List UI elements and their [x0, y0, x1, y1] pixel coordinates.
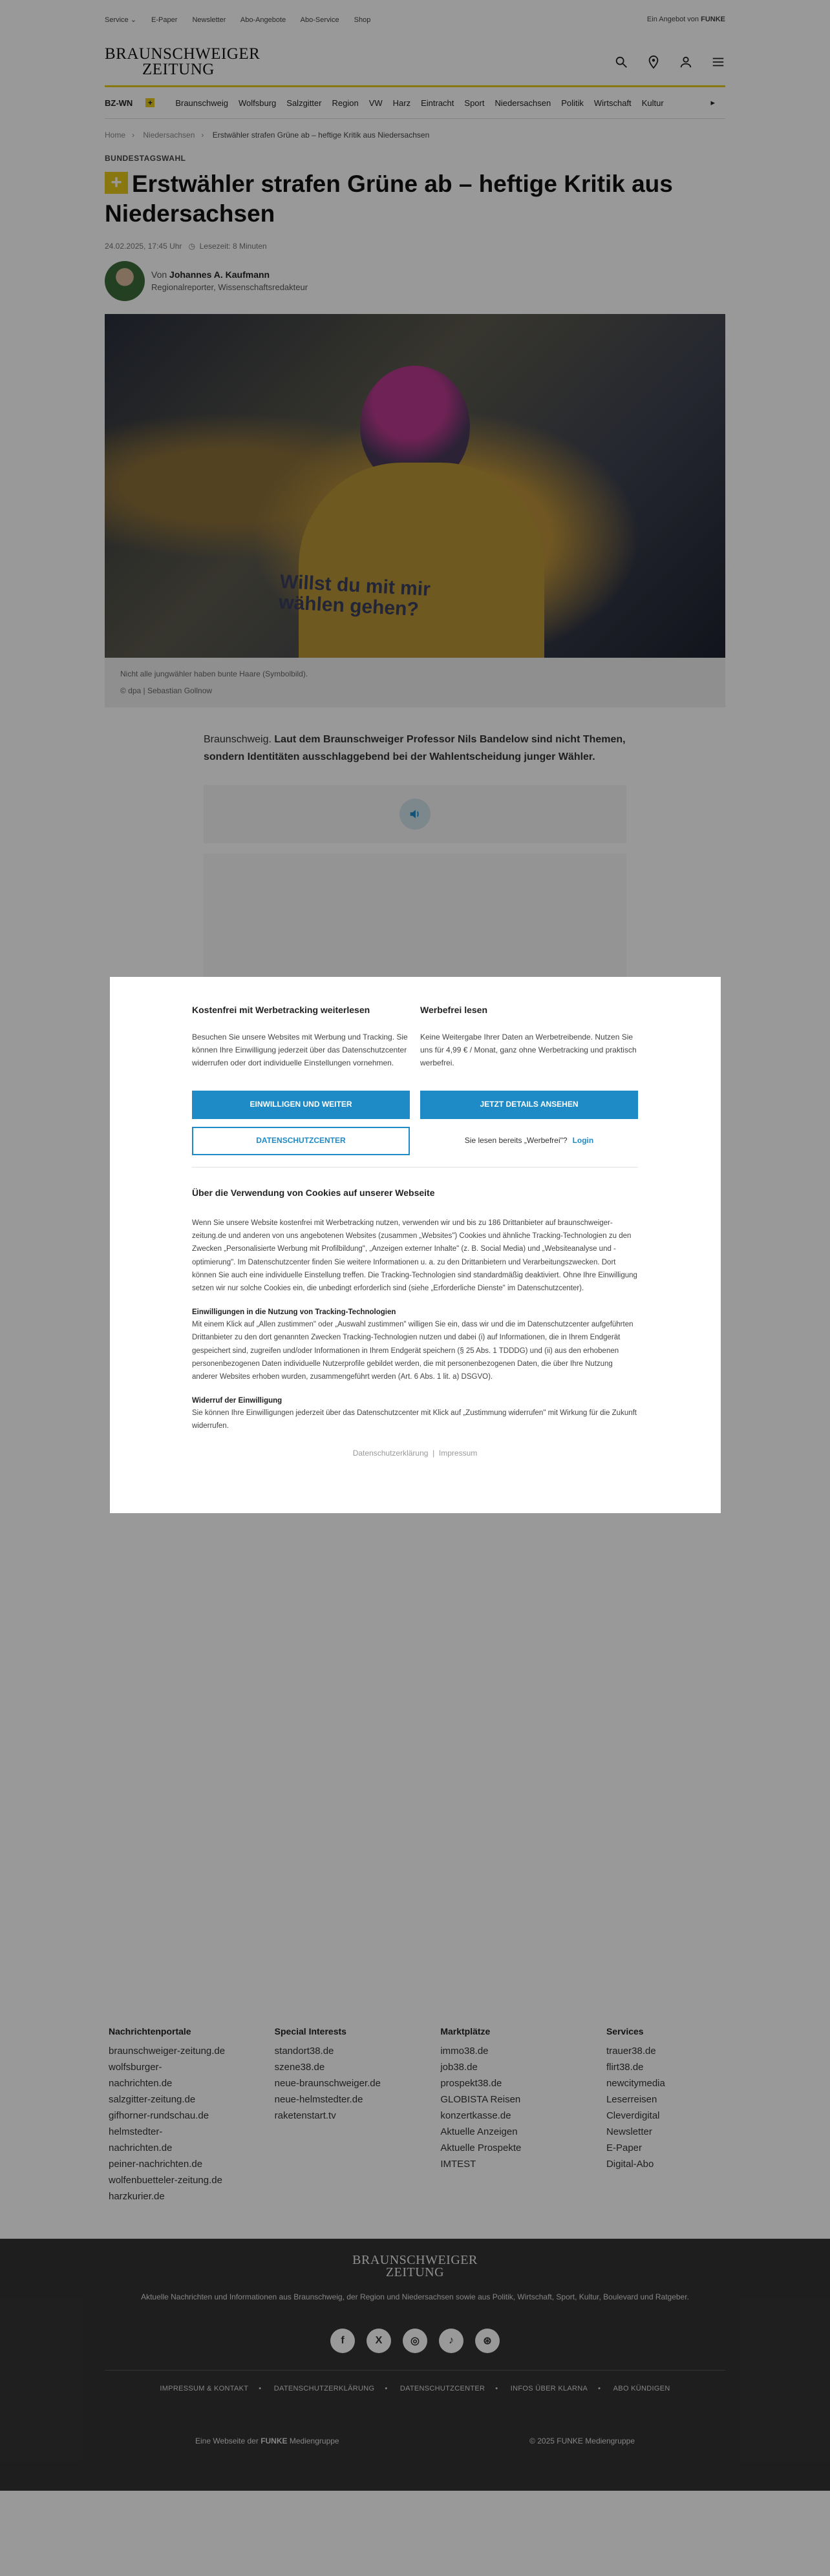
consent-options [192, 1003, 638, 1070]
cookie-paragraph-1: Wenn Sie unsere Website kostenfrei mit Werbetracking nutzen, verwenden wir und bis zu 186 Drittanbieter auf braunschweiger-zeitung.de und anderen von uns angebotenen Websites (zusammen „Websites") Cookies und ähnliche Tracking-Technologien zu den Zwecken „Personalisierte Werbung mit Profilbildung", „Anzeigen externer Inhalte" (z. B. Social Media) und „Websiteanalyse und -optimierung". Im Datenschutzcenter finden Sie weitere Informationen u. a. zu den Drittanbietern und Verarbeitungszwecken. Dort können Sie auch eine individuelle Einstellung treffen. Die Tracking-Technologien sind standardmäßig deaktiviert. Ohne Ihre Einwilligung setzen wir nur solche Cookies ein, die unbedingt erforderlich sind (siehe „Erforderliche Dienste" im Datenschutzcenter). [192, 1219, 637, 1292]
consent-free-option [192, 1003, 410, 1070]
footer-link[interactable]: neue-braunschweiger.de [274, 2078, 381, 2089]
consent-right-title: Werbefrei lesen [420, 1005, 488, 1015]
rss-icon[interactable]: ⊛ [475, 2329, 500, 2353]
footer-link[interactable]: braunschweiger-zeitung.de [109, 2046, 226, 2057]
newsletter-link[interactable]: Newsletter [192, 16, 226, 24]
footer-link[interactable]: newcitymedia [606, 2078, 665, 2089]
legal-dot: • [598, 2385, 601, 2393]
nav-next-arrow-icon[interactable]: ▸ [710, 98, 715, 107]
footer-link[interactable]: konzertkasse.de [440, 2110, 511, 2121]
footer-link[interactable]: GLOBISTA Reisen [440, 2094, 521, 2105]
author-name[interactable]: Johannes A. Kaufmann [169, 269, 270, 280]
nav-item-braunschweig[interactable]: Braunschweig [175, 98, 228, 108]
footer-link[interactable]: harzkurier.de [109, 2191, 165, 2202]
cookie-section-title: Über die Verwendung von Cookies auf unserer Webseite [192, 1187, 435, 1198]
breadcrumb-section[interactable]: Niedersachsen [143, 131, 195, 140]
footer-link[interactable]: helmstedter-nachrichten.de [109, 2126, 173, 2153]
legal-privacy[interactable]: DATENSCHUTZERKLÄRUNG [273, 2385, 375, 2393]
logo-line-2: ZEITUNG [142, 61, 215, 78]
privacy-policy-link[interactable]: Datenschutzerklärung [352, 1448, 429, 1458]
nav-item-salzgitter[interactable]: Salzgitter [286, 98, 322, 108]
consent-adfree-option [420, 1003, 638, 1070]
consent-footer-sep: | [432, 1448, 435, 1458]
legal-klarna[interactable]: INFOS ÜBER KLARNA [510, 2385, 588, 2393]
legal-dot: • [385, 2385, 388, 2393]
legal-dot: • [495, 2385, 498, 2393]
cookie-subheading-1: Einwilligungen in die Nutzung von Tracking-Technologien [192, 1308, 396, 1316]
footer-link[interactable]: wolfsburger-nachrichten.de [109, 2062, 173, 2089]
footer-link[interactable]: flirt38.de [606, 2062, 644, 2073]
clock-icon: ◷ [188, 241, 195, 251]
nav-item-politik[interactable]: Politik [561, 98, 584, 108]
footer-link[interactable]: wolfenbuetteler-zeitung.de [109, 2175, 222, 2186]
legal-privacy-center[interactable]: DATENSCHUTZCENTER [399, 2385, 485, 2393]
tiktok-icon[interactable]: ♪ [439, 2329, 463, 2353]
consent-content [192, 1003, 638, 1460]
footer-link[interactable]: Aktuelle Prospekte [440, 2142, 522, 2153]
footer-logo-line-1: BRAUNSCHWEIGER [352, 2253, 478, 2267]
login-question: Sie lesen bereits „Werbefrei"? [464, 1136, 568, 1146]
imprint-link[interactable]: Impressum [438, 1448, 478, 1458]
nav-item-sport[interactable]: Sport [464, 98, 485, 108]
footer-link[interactable]: salzgitter-zeitung.de [109, 2094, 196, 2105]
footer-link[interactable]: E-Paper [606, 2142, 642, 2153]
nav-item-vw[interactable]: VW [368, 98, 383, 108]
caption-text: Nicht alle jungwähler haben bunte Haare (Symbolbild). [120, 669, 308, 678]
footer-col-title: Nachrichtenportale [109, 2026, 191, 2037]
breadcrumb-current: Erstwähler strafen Grüne ab – heftige Kritik aus Niedersachsen [212, 131, 430, 140]
footer-link[interactable]: standort38.de [274, 2046, 334, 2057]
login-prompt [420, 1127, 638, 1155]
epaper-link[interactable]: E-Paper [151, 16, 178, 24]
caption-credit: © dpa | Sebastian Gollnow [120, 686, 213, 696]
facebook-icon[interactable]: f [330, 2329, 355, 2353]
footer-link[interactable]: trauer38.de [606, 2046, 656, 2057]
lead-text: Laut dem Braunschweiger Professor Nils Bandelow sind nicht Themen, sondern Identitäten ausschlaggebend bei der Wahlentscheidung junger Wähler. [204, 733, 626, 762]
lead-place: Braunschweig. [204, 733, 271, 745]
footer-logo-line-2: ZEITUNG [385, 2265, 445, 2279]
plus-icon: + [145, 98, 154, 107]
footer-col-title: Special Interests [274, 2026, 346, 2037]
nav-item-wirtschaft[interactable]: Wirtschaft [593, 98, 632, 108]
footer-link[interactable]: Aktuelle Anzeigen [440, 2126, 518, 2137]
group-name[interactable]: FUNKE [261, 2436, 288, 2445]
breadcrumb-home[interactable]: Home [105, 131, 126, 140]
consent-footer-links [192, 1447, 638, 1460]
footer-col-title: Marktplätze [440, 2026, 491, 2037]
article-date: 24.02.2025, 17:45 Uhr [105, 241, 182, 251]
consent-buttons-row-2 [192, 1127, 638, 1155]
brand-prefix: Ein Angebot von [646, 16, 699, 23]
hero-shirt-print: Willst du mit mir wählen gehen? [278, 571, 431, 620]
read-time: Lesezeit: 8 Minuten [199, 241, 267, 251]
footer-col-title: Services [606, 2026, 644, 2037]
shop-link[interactable]: Shop [354, 16, 371, 24]
group-prefix: Eine Webseite der [195, 2436, 259, 2445]
abo-offers-link[interactable]: Abo-Angebote [240, 16, 286, 24]
accept-button[interactable]: EINWILLIGEN UND WEITER [192, 1091, 410, 1119]
footer-link[interactable]: raketenstart.tv [274, 2110, 336, 2121]
footer-link[interactable]: Cleverdigital [606, 2110, 660, 2121]
consent-buttons-row-1 [192, 1091, 638, 1119]
nav-item-eintracht[interactable]: Eintracht [421, 98, 454, 108]
cookie-subheading-2: Widerruf der Einwilligung [192, 1396, 282, 1405]
nav-item-region[interactable]: Region [332, 98, 359, 108]
footer-link[interactable]: IMTEST [440, 2159, 476, 2170]
nav-item-harz[interactable]: Harz [392, 98, 411, 108]
nav-bzwn-label: BZ-WN [105, 98, 133, 108]
footer-link[interactable]: Newsletter [606, 2126, 652, 2137]
footer-link[interactable]: Leserreisen [606, 2094, 657, 2105]
abo-service-link[interactable]: Abo-Service [300, 16, 339, 24]
breadcrumb-separator-icon: › [201, 131, 204, 140]
service-link[interactable]: Service ⌄ [105, 16, 136, 24]
author-prefix: Von [151, 269, 167, 280]
instagram-icon[interactable]: ◎ [403, 2329, 427, 2353]
nav-item-kultur[interactable]: Kultur [641, 98, 664, 108]
breadcrumb-separator-icon: › [132, 131, 135, 140]
footer-link[interactable]: Digital-Abo [606, 2159, 654, 2170]
footer-link[interactable]: immo38.de [440, 2046, 489, 2057]
article-kicker: BUNDESTAGSWAHL [105, 154, 186, 163]
nav-item-wolfsburg[interactable]: Wolfsburg [238, 98, 277, 108]
footer-link[interactable]: prospekt38.de [440, 2078, 502, 2089]
consent-right-text: Keine Weitergabe Ihrer Daten an Werbetreibende. Nutzen Sie uns für 4,99 € / Monat, ganz ohne Werbetracking und praktisch werbefrei. [420, 1032, 637, 1067]
logo-line-1: BRAUNSCHWEIGER [105, 45, 261, 63]
footer-link[interactable]: szene38.de [274, 2062, 325, 2073]
consent-left-title: Kostenfrei mit Werbetracking weiterlesen [192, 1005, 370, 1015]
consent-divider [192, 1167, 638, 1168]
nav-item-niedersachsen[interactable]: Niedersachsen [495, 98, 551, 108]
footer-link[interactable]: peiner-nachrichten.de [109, 2159, 203, 2170]
consent-modal [110, 977, 721, 1513]
cookie-paragraph-2: Mit einem Klick auf „Allen zustimmen" oder „Auswahl zustimmen" willigen Sie ein, dass wir und die im Datenschutzcenter aufgeführten Drittanbieter zu den dort genannten Zwecken Tracking-Technologien nutzen und dabei (i) auf Informationen, die in Ihrem Endgerät gespeichert sind, zugreifen und/oder Informationen in Ihrem Endgerät speichern (§ 25 Abs. 1 TDDDG) und (ii) aus den erhobenen personenbezogenen Daten individuelle Nutzerprofile gebildet werden, die mit personenbezogenen Daten, die über Ihre Nutzung anderer Websites erhoben wurden, zusammengeführt werden (Art. 6 Abs. 1 lit. a) DSGVO). [192, 1321, 633, 1381]
article-title-text: Erstwähler strafen Grüne ab – heftige Kritik aus Niedersachsen [105, 171, 673, 227]
x-icon[interactable]: X [367, 2329, 391, 2353]
brand-name: FUNKE [701, 16, 725, 23]
privacy-center-button[interactable]: DATENSCHUTZCENTER [192, 1127, 410, 1155]
plus-badge-icon: + [105, 172, 128, 194]
group-suffix: Mediengruppe [289, 2436, 339, 2445]
author-role: Regionalreporter, Wissenschaftsredakteur [151, 282, 308, 293]
footer-link[interactable]: gifhorner-rundschau.de [109, 2110, 209, 2121]
legal-cancel[interactable]: ABO KÜNDIGEN [613, 2385, 670, 2393]
footer-link[interactable]: job38.de [440, 2062, 478, 2073]
login-link[interactable]: Login [572, 1136, 594, 1146]
details-button[interactable]: JETZT DETAILS ANSEHEN [420, 1091, 638, 1119]
footer-description: Aktuelle Nachrichten und Informationen aus Braunschweig, der Region und Niedersachsen sowie aus Politik, Wirtschaft, Sport, Kultur, Boulevard und Ratgeber. [141, 2292, 689, 2301]
legal-imprint[interactable]: IMPRESSUM & KONTAKT [160, 2385, 249, 2393]
consent-left-text: Besuchen Sie unsere Websites mit Werbung und Tracking. Sie können Ihre Einwilligung jederzeit über das Datenschutzcenter widerrufen oder dort individuelle Einstellungen vornehmen. [192, 1032, 408, 1067]
cookie-paragraph-3: Sie können Ihre Einwilligungen jederzeit über das Datenschutzcenter mit Klick auf „Zustimmung widerrufen" mit Wirkung für die Zukunft widerrufen. [192, 1409, 637, 1430]
legal-dot: • [259, 2385, 262, 2393]
footer-link[interactable]: neue-helmstedter.de [274, 2094, 363, 2105]
copyright: © 2025 FUNKE Mediengruppe [529, 2436, 635, 2445]
